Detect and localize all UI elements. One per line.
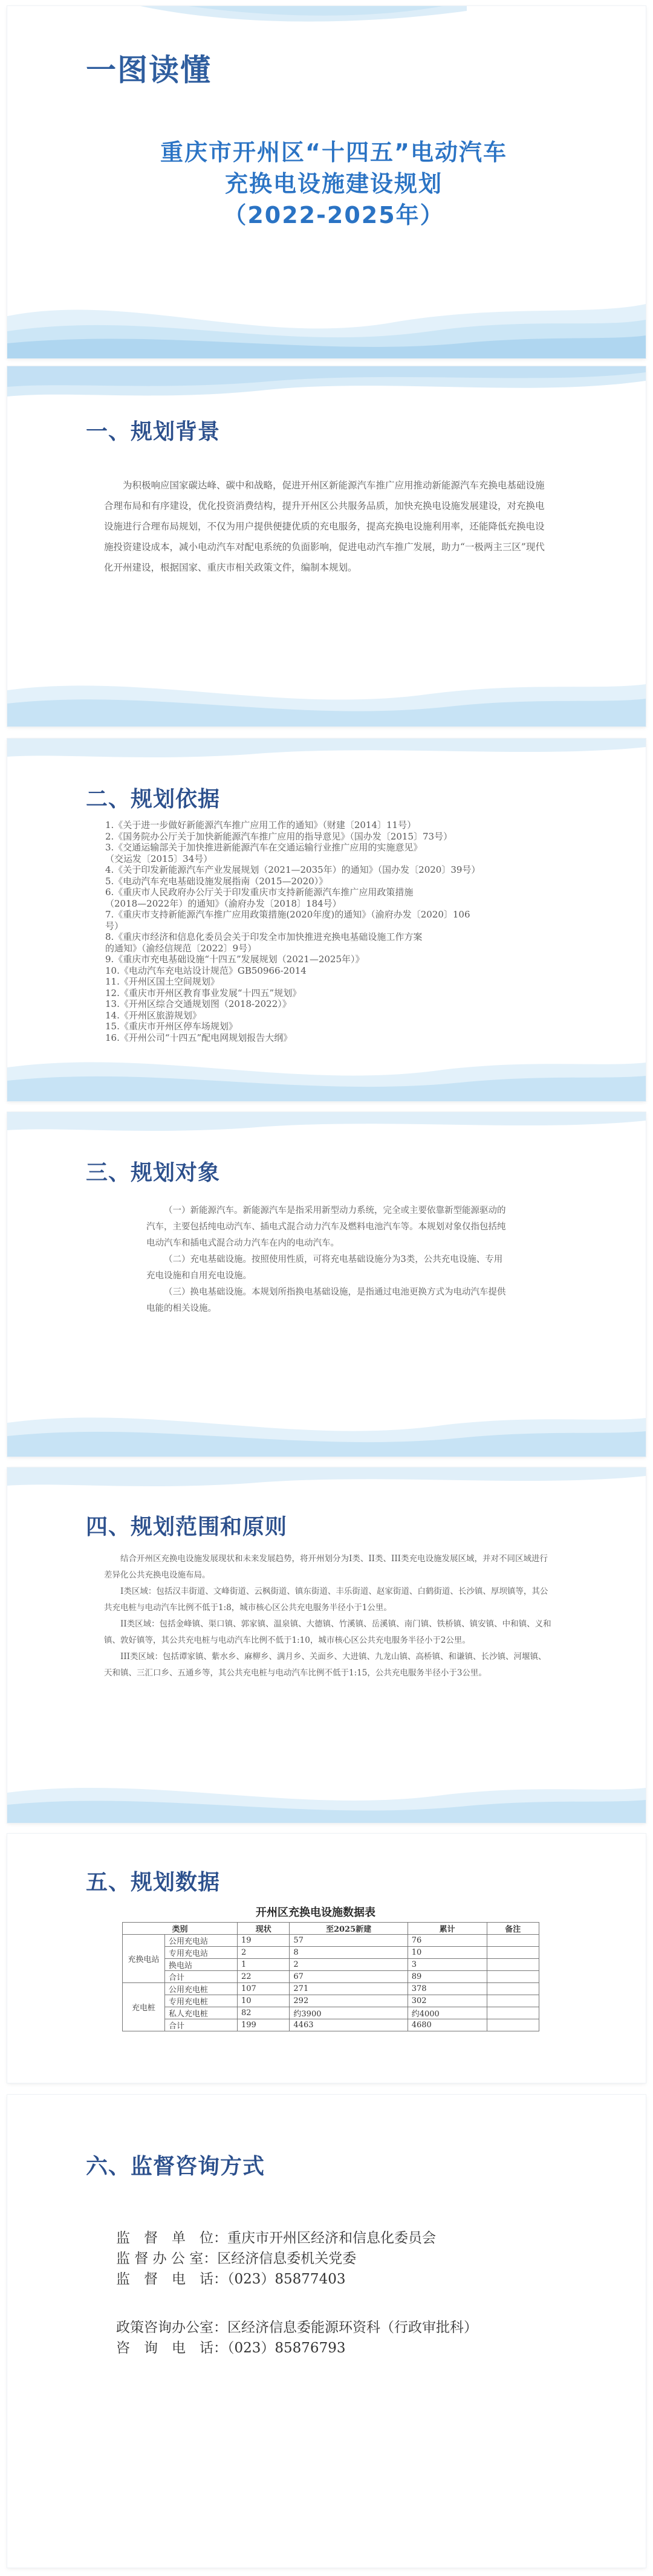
table-header: 累计 [408,1923,487,1935]
table-row [123,1947,539,1959]
table-cell: 3 [408,1959,487,1971]
table-row [123,1935,539,1947]
table-cell: 约3900 [290,2007,408,2019]
table-cell: 4680 [408,2019,487,2031]
section-title-scope: 四、规划范围和原则 [86,1515,288,1539]
table-cell: 82 [238,2007,290,2019]
wave-decoration-top [7,1112,646,1142]
basis-item: 15.《重庆市开州区停车场规划》 [105,1021,238,1032]
wave-decoration-bottom [7,1396,646,1457]
contact-supervisor-phone: 监 督 电 话：（023）85877403 [116,2271,346,2287]
table-cell [487,2019,539,2031]
objects-paragraph: （三）换电基础设施。本规划所指换电基础设施，是指通过电池更换方式为电动汽车提供电能的相关设施。 [146,1287,506,1313]
table-header: 类别 [123,1923,238,1935]
wave-decoration-top [7,366,646,409]
table-cell: 302 [408,1995,487,2007]
table-cell: 10 [408,1947,487,1959]
table-cell: 57 [290,1935,408,1947]
table-cell: 378 [408,1983,487,1995]
table-row [123,1983,539,1995]
contact-supervisor-office: 监 督 办 公 室：区经济信息委机关党委 [116,2251,357,2267]
contact-supervisor-unit: 监 督 单 位：重庆市开州区经济和信息化委员会 [116,2230,436,2246]
wave-decoration-top [7,6,646,42]
table-cell: 22 [238,1971,290,1983]
basis-item: 1.《关于进一步做好新能源汽车推广应用工作的通知》（财建〔2014〕11号） [105,820,417,830]
cover-title-line3: （2022-2025年） [223,202,444,228]
basis-card [7,739,646,1101]
basis-item: 11.《开州区国土空间规划》 [105,976,219,987]
contact-card [7,2095,646,2568]
basis-item: 的通知》（渝经信规范〔2022〕9号） [105,942,257,954]
cover-card [7,6,646,358]
table-cell: 107 [238,1983,290,1995]
objects-paragraph: （一）新能源汽车。新能源汽车是指采用新型动力系统，完全或主要依靠新型能源驱动的汽车，主要包括纯电动汽车、插电式混合动力汽车及燃料电池汽车等。本规划对象仅指包括纯电动汽车和插电式混合动力汽车在内的电动汽车。 [146,1206,506,1248]
wave-decoration-top [7,1468,646,1498]
scope-paragraph: 结合开州区充换电设施发展现状和未来发展趋势，将开州划分为I类、II类、III类充电设施发展区域，并对不同区域进行差异化公共充换电设施布局。 [104,1554,548,1580]
table-cell: 2 [290,1959,408,1971]
section-title-data: 五、规划数据 [86,1870,221,1895]
cover-tag: 一图读懂 [86,53,212,88]
table-cell [487,1959,539,1971]
table-cell: 约4000 [408,2007,487,2019]
table-cell [487,1995,539,2007]
table-cell: 67 [290,1971,408,1983]
scope-card [7,1468,646,1823]
basis-item: 14.《开州区旅游规划》 [105,1009,201,1021]
basis-item: 4.《关于印发新能源汽车产业发展规划（2021—2035年）的通知》（国办发〔2020〕39号） [105,864,481,875]
wave-decoration-bottom [7,666,646,727]
section-title-background: 一、规划背景 [86,419,221,444]
table-header: 现状 [238,1923,290,1935]
table-cell [487,1983,539,1995]
basis-item: 10.《电动汽车充电站设计规范》GB50966-2014 [105,965,307,976]
table-cell: 换电站 [165,1959,238,1971]
basis-item: 12.《重庆市开州区教育事业发展“十四五”规划》 [105,987,302,998]
section-title-objects: 三、规划对象 [86,1160,221,1185]
table-cell: 199 [238,2019,290,2031]
section-title-basis: 二、规划依据 [86,787,221,812]
scope-paragraph: I类区域：包括汉丰街道、文峰街道、云枫街道、镇东街道、丰乐街道、赵家街道、白鹤街道、长沙镇、厚坝镇等，其公共充电桩与电动汽车比例不低于1:8，城市核心区公共充电服务半径小于1公里。 [104,1587,548,1613]
table-row [123,1959,539,1971]
objects-paragraph: （二）充电基础设施。按照使用性质，可将充电基础设施分为3类，公共充电设施、专用充电设施和自用充电设施。 [146,1255,503,1281]
table-cell: 私人充电桩 [165,2007,238,2019]
background-paragraph: 为积极响应国家碳达峰、碳中和战略，促进开州区新能源汽车推广应用推动新能源汽车充换电基础设施合理布局和有序建设，优化投资消费结构，提升开州区公共服务品质，加快充换电设施发展建设，对充换电设施进行合理布局规划，不仅为用户提供便捷优质的充电服务，提高充换电设施利用率，还能降低充换电设施投资建设成本，减小电动汽车对配电系统的负面影响，促进电动汽车推广发展，助力“一极两主三区”现代化开州建设，根据国家、重庆市相关政策文件，编制本规划。 [104,480,545,573]
basis-item: 3.《交通运输部关于加快推进新能源汽车在交通运输行业推广应用的实施意见》 [105,842,423,853]
background-card [7,366,646,727]
table-cell: 19 [238,1935,290,1947]
table-cell: 8 [290,1947,408,1959]
contact-spacer [116,2290,478,2317]
wave-decoration-top [7,739,646,769]
table-row [123,2007,539,2019]
table-row [123,1971,539,1983]
table-cell: 2 [238,1947,290,1959]
table-cell: 公用充电桩 [165,1983,238,1995]
table-cell-group: 充电桩 [123,1983,165,2031]
table-cell: 专用充电桩 [165,1995,238,2007]
table-cell: 10 [238,1995,290,2007]
cover-title-line2: 充换电设施建设规划 [224,170,443,197]
basis-item: 8.《重庆市经济和信息化委员会关于印发全市加快推进充换电基础设施工作方案 [105,931,423,942]
table-header-row [123,1923,539,1935]
table-cell [487,1947,539,1959]
basis-item: 16.《开州公司“十四五”配电网规划报告大纲》 [105,1032,293,1043]
table-cell [487,1935,539,1947]
data-card [7,1834,646,2083]
wave-decoration-bottom [7,280,646,358]
table-row [123,1995,539,2007]
wave-decoration-bottom [7,1041,646,1101]
table-header: 备注 [487,1923,539,1935]
basis-item: 号） [105,920,124,931]
objects-text [146,1203,509,1317]
contact-lines [116,2228,478,2358]
section-title-contact: 六、监督咨询方式 [86,2154,265,2179]
basis-item: （交运发〔2015〕34号） [105,853,213,864]
table-cell: 292 [290,1995,408,2007]
table-cell-group: 充换电站 [123,1935,165,1983]
table-cell: 89 [408,1971,487,1983]
table-cell: 1 [238,1959,290,1971]
contact-policy-phone: 咨 询 电 话：（023）85876793 [116,2340,346,2356]
table-cell: 271 [290,1983,408,1995]
scope-paragraph: II类区域：包括金峰镇、渠口镇、郭家镇、温泉镇、大德镇、竹溪镇、岳溪镇、南门镇、铁桥镇、镇安镇、中和镇、义和镇、敦好镇等，其公共充电桩与电动汽车比例不低于1:10，城市核心区公共充电服务半径小于2公里。 [104,1619,551,1645]
facilities-table [122,1922,539,2031]
table-caption: 开州区充换电设施数据表 [256,1906,375,1919]
basis-item: 13.《开州区综合交通规划图（2018-2022）》 [105,998,291,1009]
basis-item: 2.《国务院办公厅关于加快新能源汽车推广应用的指导意见》（国办发〔2015〕73号） [105,830,453,842]
table-cell: 合计 [165,1971,238,1983]
basis-item: 7.《重庆市支持新能源汽车推广应用政策措施(2020年度)的通知》（渝府办发〔2020〕106 [105,909,470,920]
cover-title-line1: 重庆市开州区“十四五”电动汽车 [160,139,507,166]
table-cell: 76 [408,1935,487,1947]
objects-card [7,1112,646,1457]
table-cell: 合计 [165,2019,238,2031]
table-cell [487,1971,539,1983]
scope-text [104,1551,551,1681]
background-text [104,475,545,578]
basis-list [105,820,553,1043]
basis-item: 6.《重庆市人民政府办公厅关于印发重庆市支持新能源汽车推广应用政策措施 [105,887,414,898]
table-header: 至2025新建 [290,1923,408,1935]
table-cell: 4463 [290,2019,408,2031]
table-cell: 专用充电站 [165,1947,238,1959]
basis-item: （2018—2022年）的通知》（渝府办发〔2018〕184号） [105,898,342,909]
contact-policy-office: 政策咨询办公室：区经济信息委能源环资科（行政审批科） [116,2320,478,2335]
scope-paragraph: III类区域：包括谭家镇、紫水乡、麻柳乡、满月乡、关面乡、大进镇、九龙山镇、高桥镇、和谦镇、长沙镇、河堰镇、天和镇、三汇口乡、五通乡等，其公共充电桩与电动汽车比例不低于1:15，公共充电服务半径小于3公里。 [104,1652,547,1678]
wave-decoration-bottom [7,1769,646,1823]
table-cell [487,2007,539,2019]
table-row [123,2019,539,2031]
basis-item: 5.《电动汽车充电基础设施发展指南（2015—2020）》 [105,875,328,887]
table-cell: 公用充电站 [165,1935,238,1947]
basis-item: 9.《重庆市充电基础设施“十四五”发展规划（2021—2025年）》 [105,954,365,965]
